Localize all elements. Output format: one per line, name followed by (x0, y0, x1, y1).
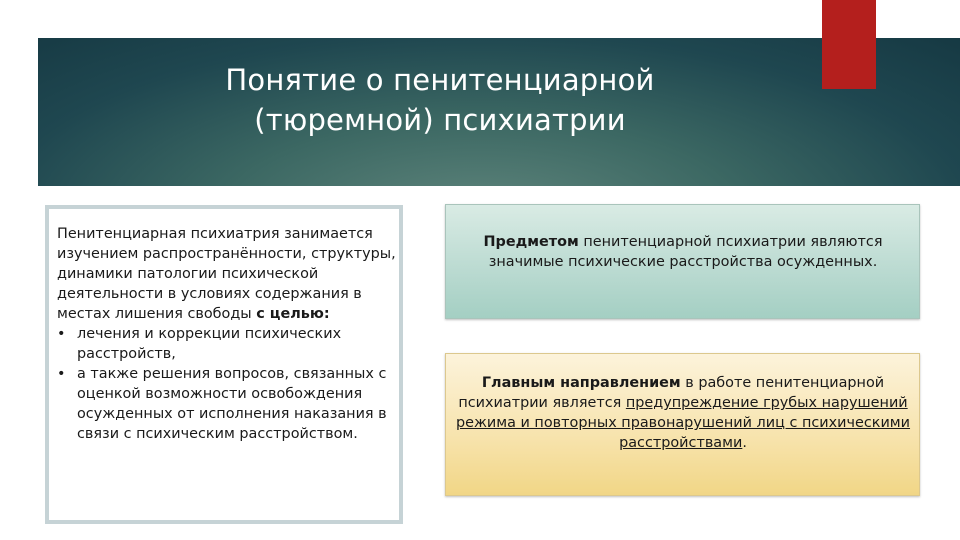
goal-item: • лечения и коррекции психических расстройств, (57, 324, 397, 364)
goal-item: • а также решения вопросов, связанных с оценкой возможности освобождения осужденных от исполнения наказания в связи с психическим расстройством. (57, 364, 397, 444)
direction-end: . (742, 435, 747, 451)
subject-body: пенитенциарной психиатрии являются значимые психические расстройства осужденных. (488, 234, 883, 270)
subject-text (449, 232, 917, 272)
direction-body: в работе пенитенциарной психиатрии является (458, 375, 885, 411)
slide-title (150, 60, 730, 140)
direction-underlined: предупреждение грубых нарушений режима и повторных правонарушений лиц с психическими расстройствами (455, 395, 911, 451)
definition-intro (57, 224, 397, 324)
goals-list (57, 324, 397, 444)
title-line-2: (тюремной) психиатрии (254, 103, 626, 137)
accent-bar (822, 0, 876, 89)
definition-text (57, 224, 397, 444)
subject-bold: Предметом (483, 234, 579, 250)
definition-intro-bold: с целью: (256, 306, 330, 322)
direction-bold: Главным направлением (481, 375, 681, 391)
definition-intro-text: Пенитенциарная психиатрия занимается изучением распространённости, структуры, динамики патологии психической деятельности в условиях содержания в местах лишения свободы (57, 226, 396, 322)
title-line-1: Понятие о пенитенциарной (225, 63, 655, 97)
direction-text (449, 373, 917, 453)
